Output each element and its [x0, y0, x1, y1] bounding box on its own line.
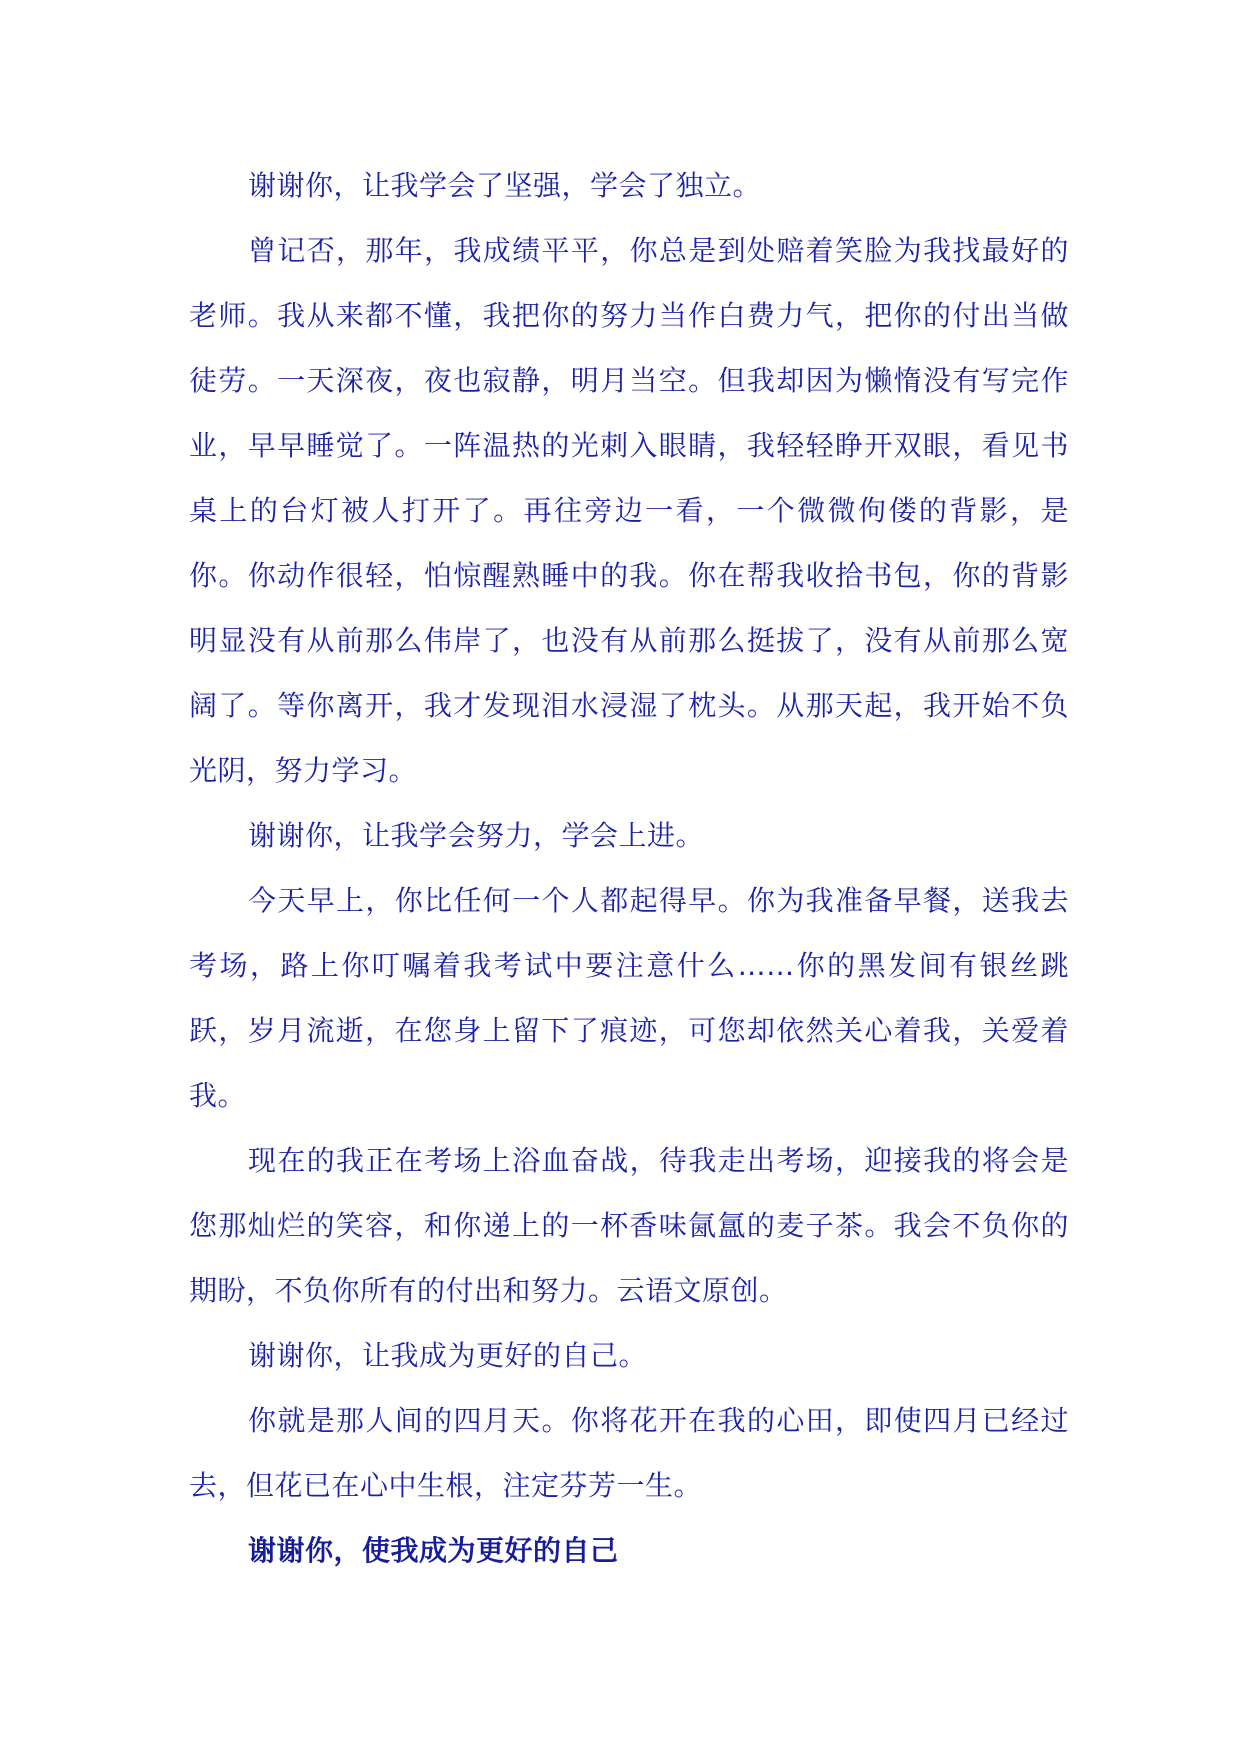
paragraph-memory: 曾记否，那年，我成绩平平，你总是到处赔着笑脸为我找最好的老师。我从来都不懂，我把你的努力当作白费力气，把你的付出当做徒劳。一天深夜，夜也寂静，明月当空。但我却因为懒惰没有写完作业，早早睡觉了。一阵温热的光刺入眼睛，我轻轻睁开双眼，看见书桌上的台灯被人打开了。再往旁边一看，一个微微佝偻的背影，是你。你动作很轻，怕惊醒熟睡中的我。你在帮我收拾书包，你的背影明显没有从前那么伟岸了，也没有从前那么挺拔了，没有从前那么宽阔了。等你离开，我才发现泪水浸湿了枕头。从那天起，我开始不负光阴，努力学习。 [189, 234, 1069, 787]
document-body [189, 153, 1069, 1583]
paragraph-thanks-strong: 谢谢你，让我学会了坚强，学会了独立。 [248, 169, 762, 202]
paragraph-thanks-better-self: 谢谢你，让我成为更好的自己。 [248, 1339, 648, 1372]
paragraph-this-morning: 今天早上，你比任何一个人都起得早。你为我准备早餐，送我去考场，路上你叮嘱着我考试中要注意什么……你的黑发间有银丝跳跃，岁月流逝，在您身上留下了痕迹，可您却依然关心着我，关爱着我。 [189, 884, 1069, 1112]
paragraph-april-day: 你就是那人间的四月天。你将花开在我的心田，即使四月已经过去，但花已在心中生根，注定芬芳一生。 [189, 1404, 1069, 1502]
paragraph-exam-now: 现在的我正在考场上浴血奋战，待我走出考场，迎接我的将会是您那灿烂的笑容，和你递上的一杯香味氤氲的麦子茶。我会不负你的期盼，不负你所有的付出和努力。云语文原创。 [189, 1144, 1069, 1307]
closing-title: 谢谢你，使我成为更好的自己 [248, 1534, 619, 1567]
paragraph-thanks-effort: 谢谢你，让我学会努力，学会上进。 [248, 819, 705, 852]
